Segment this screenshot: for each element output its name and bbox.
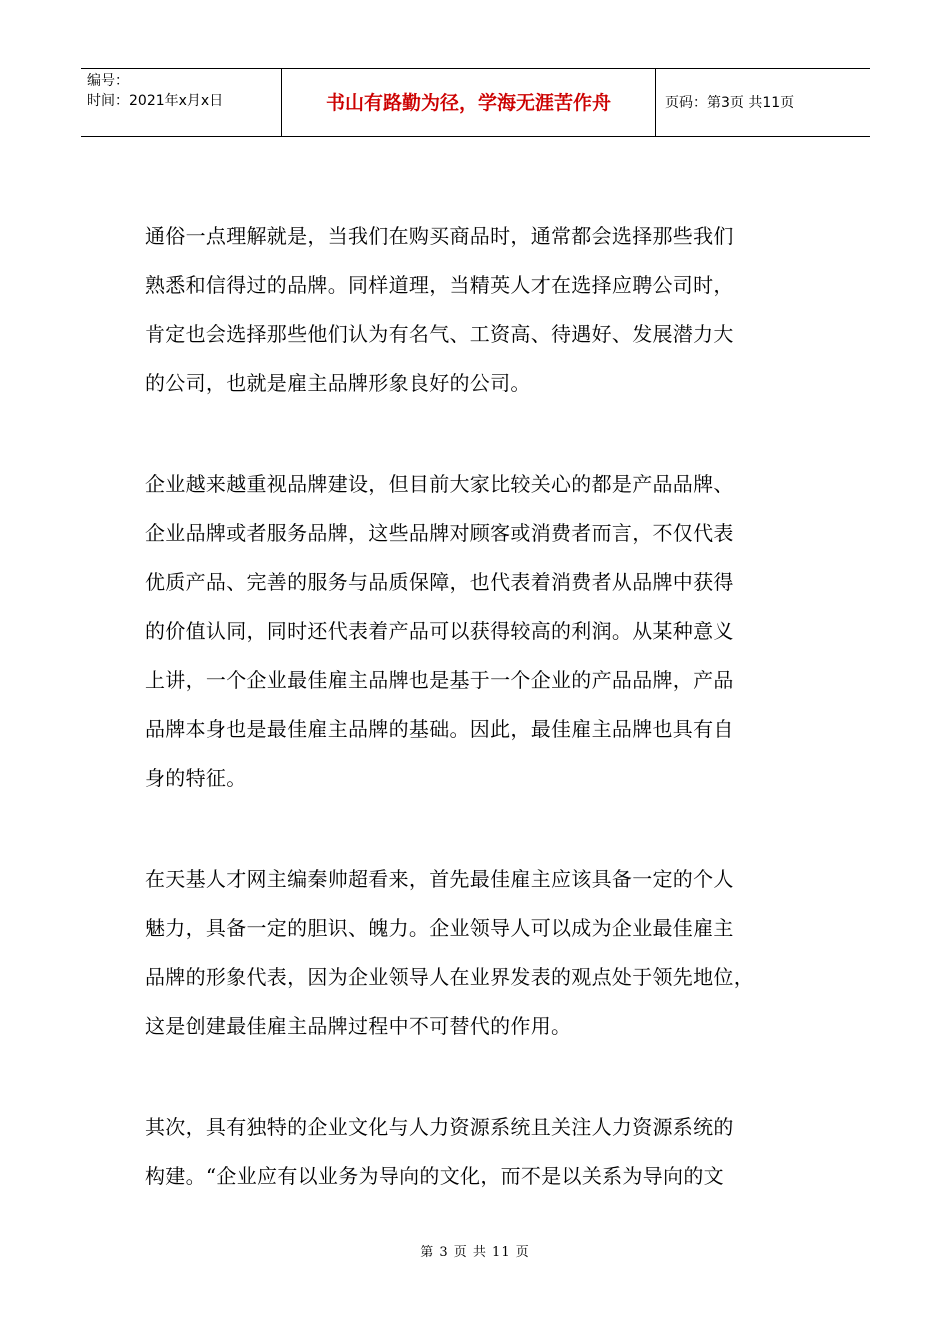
text-line: 的价值认同，同时还代表着产品可以获得较高的利润。从某种意义 — [145, 619, 734, 643]
document-body — [145, 212, 810, 1253]
text-line: 熟悉和信得过的品牌。同样道理，当精英人才在选择应聘公司时， — [145, 273, 734, 297]
header-page-info: 页码：第3页 共11页 — [665, 95, 795, 111]
paragraph — [145, 1103, 810, 1201]
header-motto: 书山有路勤为径，学海无涯苦作舟 — [325, 92, 611, 114]
text-line: 品牌本身也是最佳雇主品牌的基础。因此，最佳雇主品牌也具有自 — [145, 717, 734, 741]
text-line: 上讲，一个企业最佳雇主品牌也是基于一个企业的产品品牌，产品 — [145, 668, 734, 692]
paragraph — [145, 212, 810, 408]
text-line: 魅力，具备一定的胆识、魄力。企业领导人可以成为企业最佳雇主 — [145, 916, 734, 940]
text-line: 企业品牌或者服务品牌，这些品牌对顾客或消费者而言，不仅代表 — [145, 521, 734, 545]
text-line: 其次，具有独特的企业文化与人力资源系统且关注人力资源系统的 — [145, 1115, 734, 1139]
paragraph — [145, 460, 810, 803]
text-line: 构建。“企业应有以业务为导向的文化，而不是以关系为导向的文 — [145, 1164, 724, 1188]
page-footer: 第 3 页 共 11 页 — [420, 1245, 530, 1260]
header-meta-cell — [81, 69, 281, 136]
text-line: 身的特征。 — [145, 766, 247, 790]
page-header — [81, 68, 870, 137]
text-line: 这是创建最佳雇主品牌过程中不可替代的作用。 — [145, 1014, 572, 1038]
text-line: 在天基人才网主编秦帅超看来，首先最佳雇主应该具备一定的个人 — [145, 867, 734, 891]
paragraph — [145, 855, 810, 1051]
text-line: 通俗一点理解就是，当我们在购买商品时，通常都会选择那些我们 — [145, 224, 734, 248]
text-line: 优质产品、完善的服务与品质保障，也代表着消费者从品牌中获得 — [145, 570, 734, 594]
document-time-label: 时间：2021年x月x日 — [87, 93, 224, 109]
text-line: 的公司，也就是雇主品牌形象良好的公司。 — [145, 371, 531, 395]
header-motto-cell — [281, 69, 656, 136]
document-number-label: 编号： — [87, 73, 129, 89]
text-line: 企业越来越重视品牌建设，但目前大家比较关心的都是产品品牌、 — [145, 472, 734, 496]
text-line: 品牌的形象代表，因为企业领导人在业界发表的观点处于领先地位， — [145, 965, 754, 989]
header-page-cell — [655, 69, 870, 136]
text-line: 肯定也会选择那些他们认为有名气、工资高、待遇好、发展潜力大 — [145, 322, 734, 346]
